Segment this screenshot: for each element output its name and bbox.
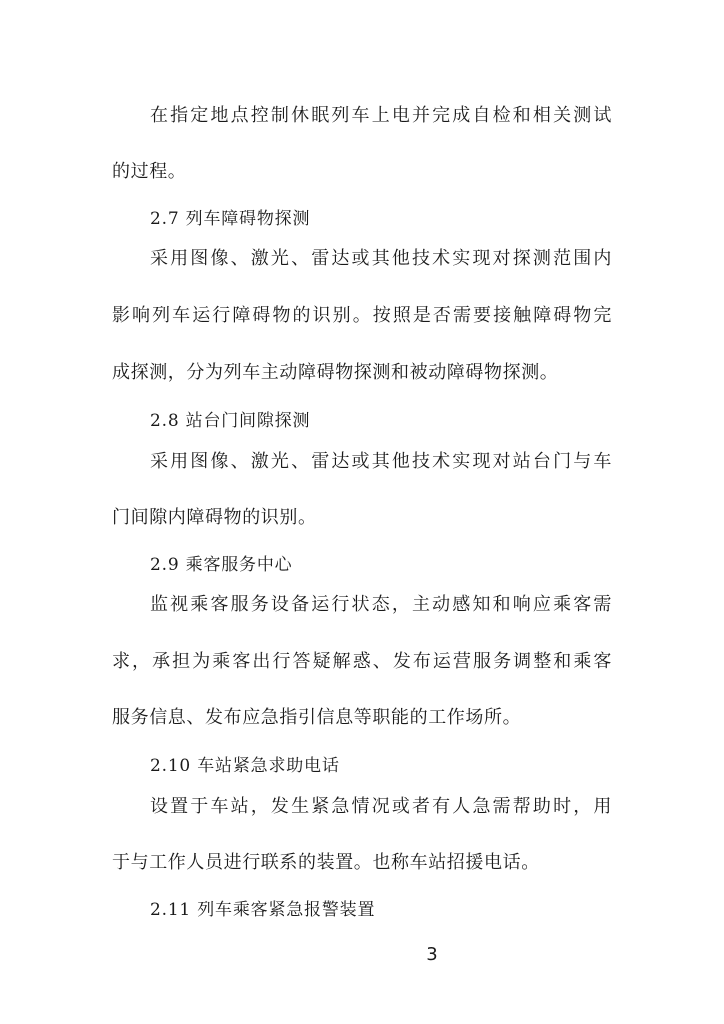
paragraph-line: 在指定地点控制休眠列车上电并完成自检和相关测试 — [150, 105, 612, 126]
paragraph-line: 设置于车站，发生紧急情况或者有人急需帮助时，用 — [150, 796, 612, 817]
section-heading-2-9: 2.9 乘客服务中心 — [150, 555, 293, 575]
paragraph-line: 服务信息、发布应急指引信息等职能的工作场所。 — [112, 707, 522, 728]
paragraph-line: 监视乘客服务设备运行状态，主动感知和响应乘客需 — [150, 594, 612, 615]
page-number: 3 — [426, 944, 438, 965]
paragraph-line: 成探测，分为列车主动障碍物探测和被动障碍物探测。 — [112, 362, 559, 383]
paragraph-line: 影响列车运行障碍物的识别。按照是否需要接触障碍物完 — [112, 305, 612, 326]
paragraph-line: 的过程。 — [112, 161, 187, 182]
section-heading-2-8: 2.8 站台门间隙探测 — [150, 411, 311, 431]
paragraph-line: 采用图像、激光、雷达或其他技术实现对站台门与车 — [150, 451, 612, 472]
paragraph-line: 于与工作人员进行联系的装置。也称车站招援电话。 — [112, 852, 540, 873]
paragraph-line: 门间隙内障碍物的识别。 — [112, 507, 317, 528]
section-heading-2-7: 2.7 列车障碍物探测 — [150, 209, 311, 229]
section-heading-2-11: 2.11 列车乘客紧急报警装置 — [150, 900, 376, 920]
section-heading-2-10: 2.10 车站紧急求助电话 — [150, 756, 340, 776]
paragraph-line: 采用图像、激光、雷达或其他技术实现对探测范围内 — [150, 248, 612, 269]
paragraph-line: 求，承担为乘客出行答疑解惑、发布运营服务调整和乘客 — [112, 651, 612, 672]
